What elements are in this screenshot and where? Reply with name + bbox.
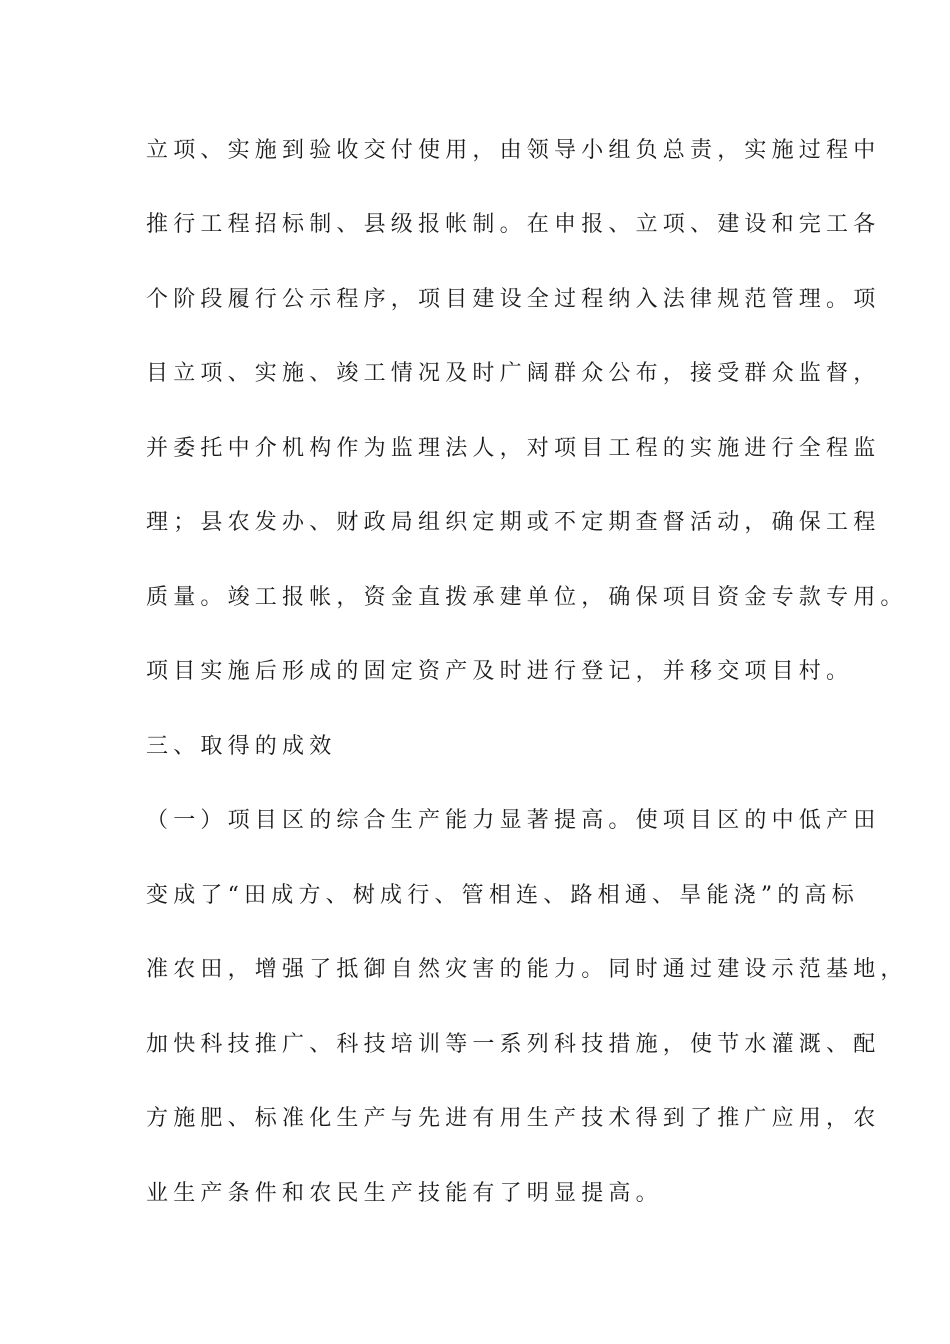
paragraph-line: 方施肥、标准化生产与先进有用生产技术得到了推广应用，农 <box>146 1106 881 1131</box>
paragraph-line: 准农田，增强了抵御自然灾害的能力。同时通过建设示范基地， <box>146 957 908 982</box>
paragraph-line: 推行工程招标制、县级报帐制。在申报、立项、建设和完工各 <box>146 212 881 237</box>
paragraph-line: 项目实施后形成的固定资产及时进行登记，并移交项目村。 <box>146 659 854 684</box>
paragraph-line: 目立项、实施、竣工情况及时广阔群众公布，接受群众监督， <box>146 361 881 386</box>
section-heading: 三、取得的成效 <box>146 734 337 759</box>
paragraph-line: 并委托中介机构作为监理法人，对项目工程的实施进行全程监 <box>146 436 881 461</box>
paragraph-line: 质量。竣工报帐，资金直拨承建单位，确保项目资金专款专用。 <box>146 585 908 610</box>
paragraph-line: 变成了“田成方、树成行、管相连、路相通、旱能浇”的高标 <box>146 883 859 908</box>
paragraph-line: 业生产条件和农民生产技能有了明显提高。 <box>146 1181 663 1206</box>
paragraph-line: 个阶段履行公示程序，项目建设全过程纳入法律规范管理。项 <box>146 287 881 312</box>
paragraph-line: 加快科技推广、科技培训等一系列科技措施，使节水灌溉、配 <box>146 1032 881 1057</box>
paragraph-line: （一）项目区的综合生产能力显著提高。使项目区的中低产田 <box>146 808 881 833</box>
paragraph-line: 理；县农发办、财政局组织定期或不定期查督活动，确保工程 <box>146 510 881 535</box>
paragraph-line: 立项、实施到验收交付使用，由领导小组负总责，实施过程中 <box>146 138 881 163</box>
